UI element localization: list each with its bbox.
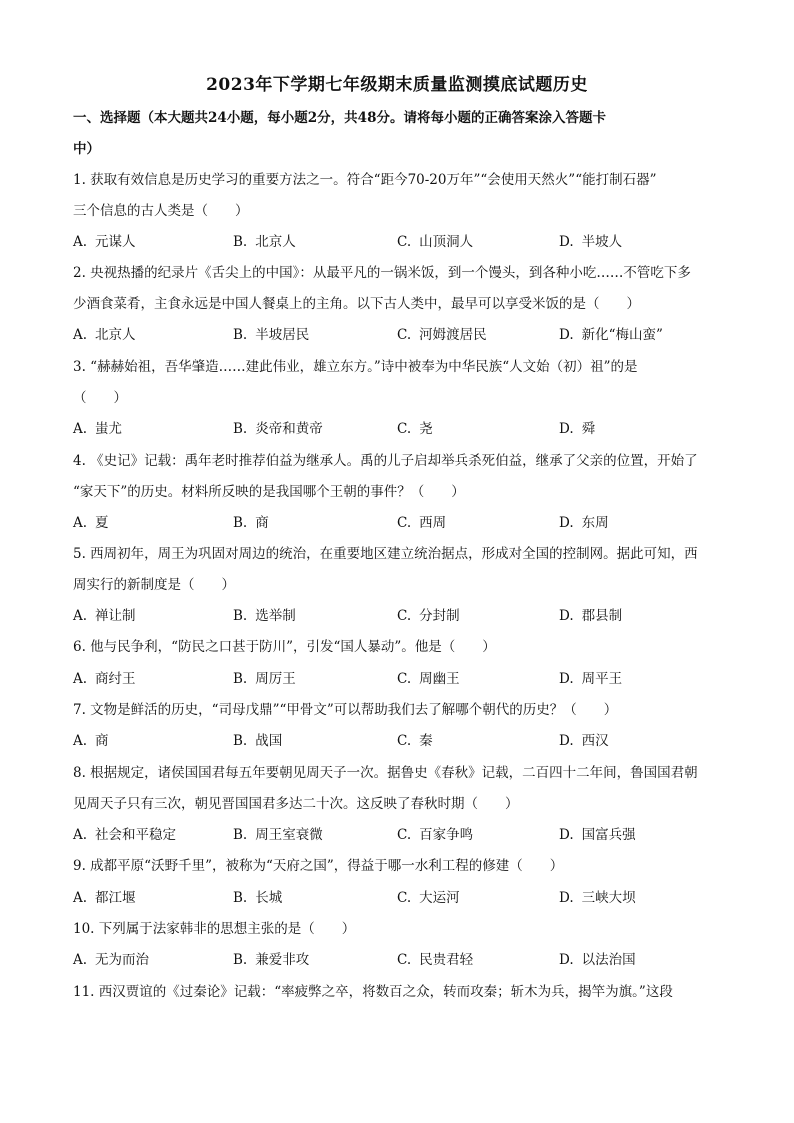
option-b: B. 战国	[233, 733, 283, 749]
question-4-options	[73, 514, 733, 532]
section-header: 一、选择题（本大题共24小题，每小题2分，共48分。请将每小题的正确答案涂入答题卡	[73, 110, 606, 126]
option-b: B. 北京人	[233, 234, 296, 250]
question-8-text: 8. 根据规定，诸侯国国君每五年要朝见周天子一次。据鲁史《春秋》记载，二百四十二年间，鲁国国君朝	[73, 765, 698, 781]
question-5-text: 5. 西周初年，周王为巩固对周边的统治，在重要地区建立统治据点，形成对全国的控制网。据此可知，西	[73, 546, 698, 562]
option-b: B. 选举制	[233, 608, 296, 624]
option-d: D. 舜	[559, 421, 596, 437]
option-b: B. 周王室衰微	[233, 827, 323, 843]
option-c: C. 西周	[397, 515, 447, 531]
question-9-options	[73, 889, 733, 907]
question-5-text-cont: 周实行的新制度是（ ）	[73, 577, 235, 593]
question-10-options	[73, 951, 733, 969]
option-d: D. 以法治国	[559, 952, 636, 968]
option-d: D. 新化“梅山蛮”	[559, 327, 663, 343]
option-a: A. 商	[73, 733, 109, 749]
option-c: C. 分封制	[397, 608, 460, 624]
option-b: B. 长城	[233, 890, 283, 906]
option-d: D. 国富兵强	[559, 827, 636, 843]
option-c: C. 尧	[397, 421, 433, 437]
option-d: D. 半坡人	[559, 234, 623, 250]
option-d: D. 东周	[559, 515, 609, 531]
option-d: D. 三峡大坝	[559, 890, 636, 906]
option-b: B. 周厉王	[233, 671, 296, 687]
question-6-options	[73, 670, 733, 688]
question-8-text-cont: 见周天子只有三次，朝见晋国国君多达二十次。这反映了春秋时期（ ）	[73, 796, 519, 812]
question-3-text: 3. “赫赫始祖，吾华肇造……建此伟业，雄立东方。”诗中被奉为中华民族“人文始（初）祖”的是	[73, 359, 638, 375]
option-a: A. 元谋人	[73, 234, 136, 250]
option-b: B. 半坡居民	[233, 327, 310, 343]
option-c: C. 民贵君轻	[397, 952, 474, 968]
option-d: D. 西汉	[559, 733, 609, 749]
question-11-text: 11. 西汉贾谊的《过秦论》记载：“率疲弊之卒，将数百之众，转而攻秦；斩木为兵，揭竿为旗。”这段	[73, 984, 673, 1000]
option-c: C. 秦	[397, 733, 433, 749]
question-7-text: 7. 文物是鲜活的历史，“司母戊鼎”“甲骨文”可以帮助我们去了解哪个朝代的历史？（ ）	[73, 702, 618, 718]
question-5-options	[73, 607, 733, 625]
option-d: D. 周平王	[559, 671, 623, 687]
option-a: A. 北京人	[73, 327, 136, 343]
question-4-text-cont: “家天下”的历史。材料所反映的是我国哪个王朝的事件？（ ）	[73, 484, 465, 500]
option-b: B. 炎帝和黄帝	[233, 421, 323, 437]
option-c: C. 山顶洞人	[397, 234, 474, 250]
option-a: A. 夏	[73, 515, 109, 531]
question-9-text: 9. 成都平原“沃野千里”，被称为“天府之国”，得益于哪一水利工程的修建（ ）	[73, 858, 564, 874]
option-a: A. 无为而治	[73, 952, 150, 968]
question-8-options	[73, 826, 733, 844]
question-1-text: 1. 获取有效信息是历史学习的重要方法之一。符合“距今70-20万年”“会使用天然火”“能打制石器”	[73, 172, 657, 188]
option-c: C. 周幽王	[397, 671, 460, 687]
question-3-options	[73, 420, 733, 438]
question-1-text-cont: 三个信息的古人类是（ ）	[73, 203, 249, 219]
page-title: 2023年下学期七年级期末质量监测摸底试题历史	[206, 75, 588, 95]
option-a: A. 商纣王	[73, 671, 136, 687]
option-d: D. 郡县制	[559, 608, 623, 624]
option-c: C. 百家争鸣	[397, 827, 474, 843]
question-2-options	[73, 326, 733, 344]
question-3-text-cont: （ ）	[73, 390, 127, 406]
option-a: A. 都江堰	[73, 890, 136, 906]
section-header-cont: 中）	[73, 141, 100, 157]
option-b: B. 兼爱非攻	[233, 952, 310, 968]
option-c: C. 河姆渡居民	[397, 327, 487, 343]
question-1-options	[73, 233, 733, 251]
question-7-options	[73, 732, 733, 750]
option-a: A. 蚩尤	[73, 421, 123, 437]
option-c: C. 大运河	[397, 890, 460, 906]
question-6-text: 6. 他与民争利，“防民之口甚于防川”，引发“国人暴动”。他是（ ）	[73, 639, 496, 655]
option-a: A. 社会和平稳定	[73, 827, 177, 843]
question-4-text: 4. 《史记》记载：禹年老时推荐伯益为继承人。禹的儿子启却举兵杀死伯益，继承了父亲的位置，开始了	[73, 453, 698, 469]
question-2-text-cont: 少酒食菜肴，主食永远是中国人餐桌上的主角。以下古人类中，最早可以享受米饭的是（ ）	[73, 296, 640, 312]
option-b: B. 商	[233, 515, 269, 531]
question-2-text: 2. 央视热播的纪录片《舌尖上的中国》：从最平凡的一锅米饭，到一个馒头，到各种小吃……不管吃下多	[73, 265, 691, 281]
option-a: A. 禅让制	[73, 608, 136, 624]
question-10-text: 10. 下列属于法家韩非的思想主张的是（ ）	[73, 921, 356, 937]
